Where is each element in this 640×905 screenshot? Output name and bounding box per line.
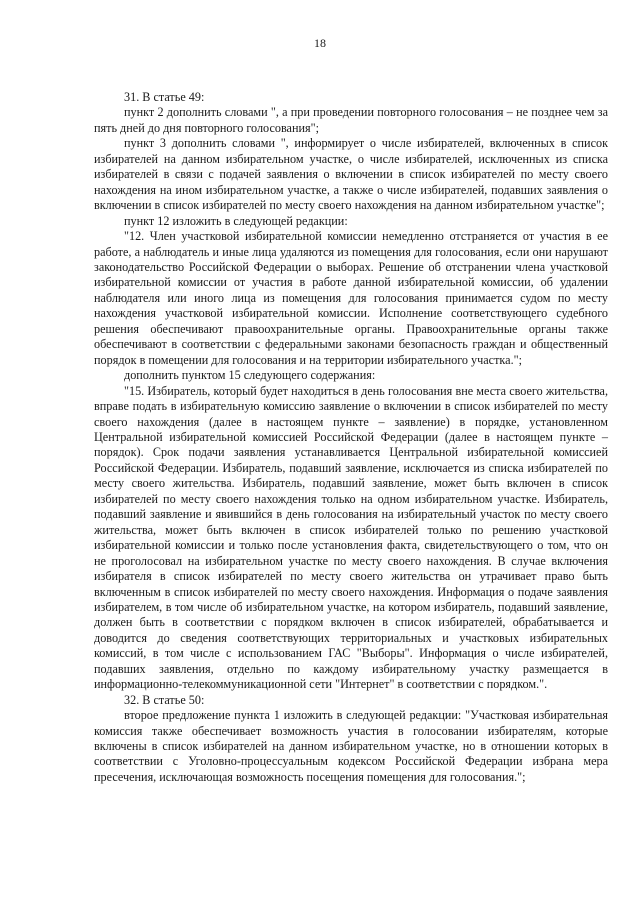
paragraph-point-2: пункт 2 дополнить словами ", а при проведении повторного голосования – не позднее чем за пять дней до дня повторного голосования";: [94, 105, 608, 135]
paragraph-point-12-intro: пункт 12 изложить в следующей редакции:: [124, 213, 348, 228]
document-body: [94, 90, 608, 785]
article-50-heading: 32. В статье 50:: [124, 692, 205, 707]
paragraph-article-50-point-1: второе предложение пункта 1 изложить в следующей редакции: "Участковая избирательная комиссия также обеспечивает возможность участия в голосовании избирателям, которые включены в список избирателей на данном избирательном участке, но в отношении которых в соответствии с Уголовно-процессуальным кодексом Российской Федерации избрана мера пресечения, исключающая возможность посещения помещения для голосования.";: [94, 708, 608, 784]
paragraph-point-12-text: "12. Член участковой избирательной комиссии немедленно отстраняется от участия в ее работе, а наблюдатель и иные лица удаляются из помещения для голосования, если они нарушают законодательство Российской Федерации о выборах. Решение об отстранении члена участковой избирательной комиссии от участия в работе данной избирательной комиссии, об удалении наблюдателя или иного лица из помещения для голосования принимается судом по месту нахождения участковой избирательной комиссии. Исполнение соответствующего судебного решения обеспечивают правоохранительные органы. Правоохранительные органы также обеспечивают в соответствии с федеральными законами безопасность граждан и общественный порядок в помещении для голосования и на территории избирательного участка.";: [94, 229, 608, 367]
page-number: 18: [314, 36, 326, 50]
article-49-heading: 31. В статье 49:: [124, 90, 205, 104]
paragraph-point-3: пункт 3 дополнить словами ", информирует о числе избирателей, включенных в список избирателей на данном избирательном участке, о числе избирателей, исключенных из списка избирателей в связи с подачей заявления о включении в список избирателей по месту своего нахождения на ином избирательном участке, а также о числе избирателей, подавших заявления о включении в список избирателей по месту своего нахождения на данном избирательном участке";: [94, 136, 608, 213]
paragraph-point-15-intro: дополнить пунктом 15 следующего содержания:: [124, 368, 376, 383]
paragraph-point-15-text: "15. Избиратель, который будет находиться в день голосования вне места своего жительства, вправе подать в избирательную комиссию заявление о включении в список избирателей по месту своего нахождения (далее в настоящем пункте – заявление) в порядке, установленном Центральной избирательной комиссией Российской Федерации (далее в настоящем пункте – порядок). Срок подачи заявления устанавливается Центральной избирательной комиссией Российской Федерации. Избиратель, подавший заявление, исключается из списка избирателей по месту своего жительства. Избиратель, подавший заявление, может быть включен в список избирателей по месту своего нахождения только на одном избирательном участке. Избиратель, подавший заявление и явившийся в день голосования на избирательный участок по месту своего жительства, может быть включен в список избирателей только по решению участковой избирательной комиссии и только после установления факта, свидетельствующего о том, что он не проголосовал на избирательном участке по месту своего нахождения. В случае включения избирателя в список избирателей по месту своего жительства он утрачивает право быть включенным в список избирателей по месту своего нахождения. Информация о подаче заявления избирателем, в том числе об избирательном участке, на котором избиратель, подавший заявление, должен быть в соответствии с порядком включен в список избирателей, обрабатывается и доводится до сведения соответствующих территориальных и участковых избирательных комиссий, в том числе с использованием ГАС "Выборы". Информация о числе избирателей, подавших заявления, отдельно по каждому избирательному участку размещается в информационно-телекоммуникационной сети "Интернет" в соответствии с порядком.".: [94, 383, 608, 692]
